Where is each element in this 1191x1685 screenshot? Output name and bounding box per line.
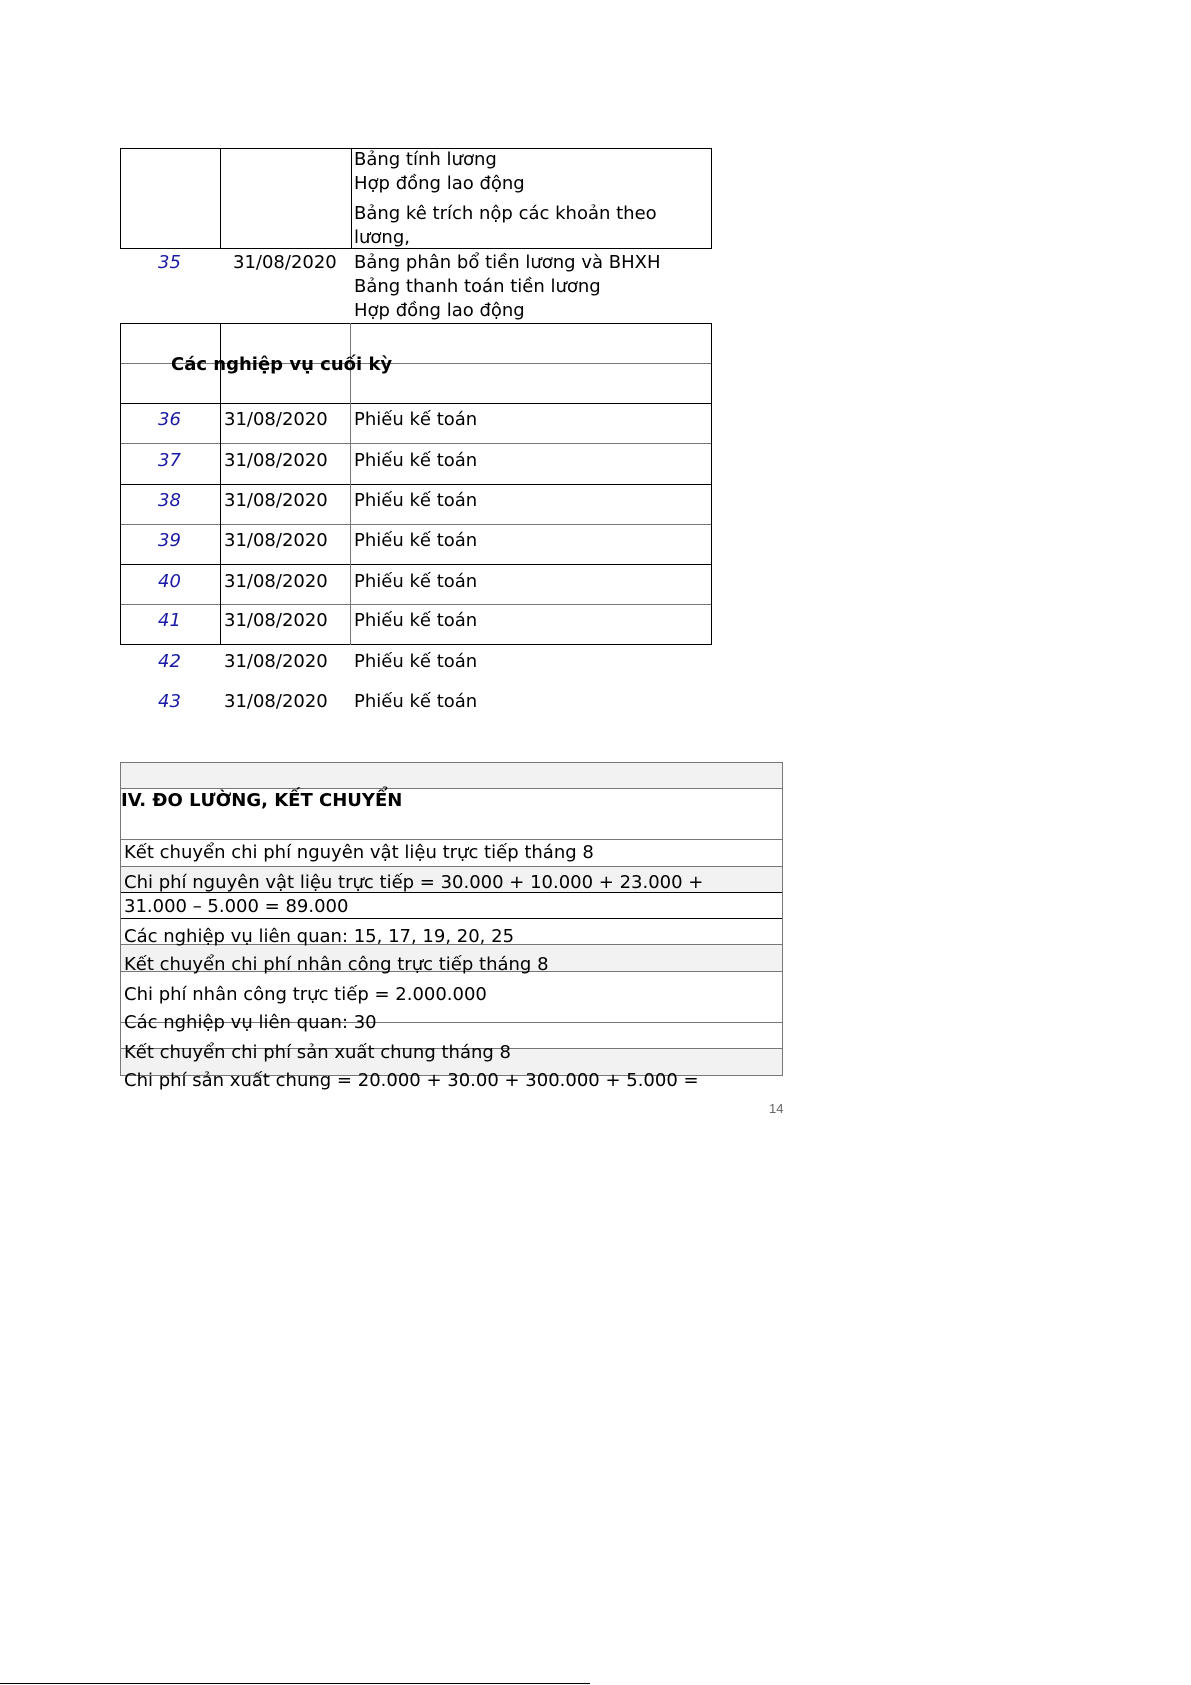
body-line: Kết chuyển chi phí nguyên vật liệu trực tiếp tháng 8 <box>124 842 594 863</box>
body-line: Các nghiệp vụ liên quan: 15, 17, 19, 20, 25 <box>124 926 515 947</box>
page-number: 14 <box>769 1101 784 1116</box>
entry-date: 31/08/2020 <box>224 409 328 430</box>
entry-number: 42 <box>158 651 181 672</box>
entry-number: 36 <box>158 409 181 430</box>
entry-date: 31/08/2020 <box>224 610 328 631</box>
entry-doc: Phiếu kế toán <box>354 691 478 712</box>
doc-line: Bảng tính lương <box>354 149 497 170</box>
body-line: 31.000 – 5.000 = 89.000 <box>124 896 349 917</box>
entry-doc: Phiếu kế toán <box>354 571 478 592</box>
entry-doc: Phiếu kế toán <box>354 651 478 672</box>
body-line: Các nghiệp vụ liên quan: 30 <box>124 1012 377 1033</box>
body-line: Kết chuyển chi phí nhân công trực tiếp tháng 8 <box>124 954 549 975</box>
doc-line: Bảng thanh toán tiền lương <box>354 276 601 297</box>
body-line: Chi phí nguyên vật liệu trực tiếp = 30.000 + 10.000 + 23.000 + <box>124 872 704 893</box>
entry-number: 41 <box>158 610 181 631</box>
body-line: Kết chuyển chi phí sản xuất chung tháng 8 <box>124 1042 511 1063</box>
doc-line: Bảng phân bổ tiền lương và BHXH <box>354 252 661 273</box>
entry-number: 39 <box>158 530 181 551</box>
entry-doc: Phiếu kế toán <box>354 610 478 631</box>
body-line: Chi phí nhân công trực tiếp = 2.000.000 <box>124 984 487 1005</box>
entry-number: 37 <box>158 450 181 471</box>
entry-doc: Phiếu kế toán <box>354 450 478 471</box>
entry-date: 31/08/2020 <box>233 252 337 273</box>
entry-date: 31/08/2020 <box>224 450 328 471</box>
entry-number: 40 <box>158 571 181 592</box>
section-heading: IV. ĐO LƯỜNG, KẾT CHUYỂN <box>121 790 403 811</box>
doc-line: Hợp đồng lao động <box>354 300 525 321</box>
body-line: Chi phí sản xuất chung = 20.000 + 30.00 + 300.000 + 5.000 = <box>124 1070 699 1091</box>
bottom-rule <box>0 1683 590 1684</box>
doc-line: Hợp đồng lao động <box>354 173 525 194</box>
entry-number: 35 <box>158 252 181 273</box>
entry-doc: Phiếu kế toán <box>354 490 478 511</box>
entry-doc: Phiếu kế toán <box>354 409 478 430</box>
entry-doc: Phiếu kế toán <box>354 530 478 551</box>
entry-number: 38 <box>158 490 181 511</box>
entry-date: 31/08/2020 <box>224 571 328 592</box>
entry-date: 31/08/2020 <box>224 530 328 551</box>
entry-number: 43 <box>158 691 181 712</box>
doc-line: lương, <box>354 227 410 248</box>
entry-date: 31/08/2020 <box>224 651 328 672</box>
entry-date: 31/08/2020 <box>224 691 328 712</box>
entry-date: 31/08/2020 <box>224 490 328 511</box>
section-title: Các nghiệp vụ cuối kỳ <box>171 354 393 375</box>
doc-line: Bảng kê trích nộp các khoản theo <box>354 203 657 224</box>
